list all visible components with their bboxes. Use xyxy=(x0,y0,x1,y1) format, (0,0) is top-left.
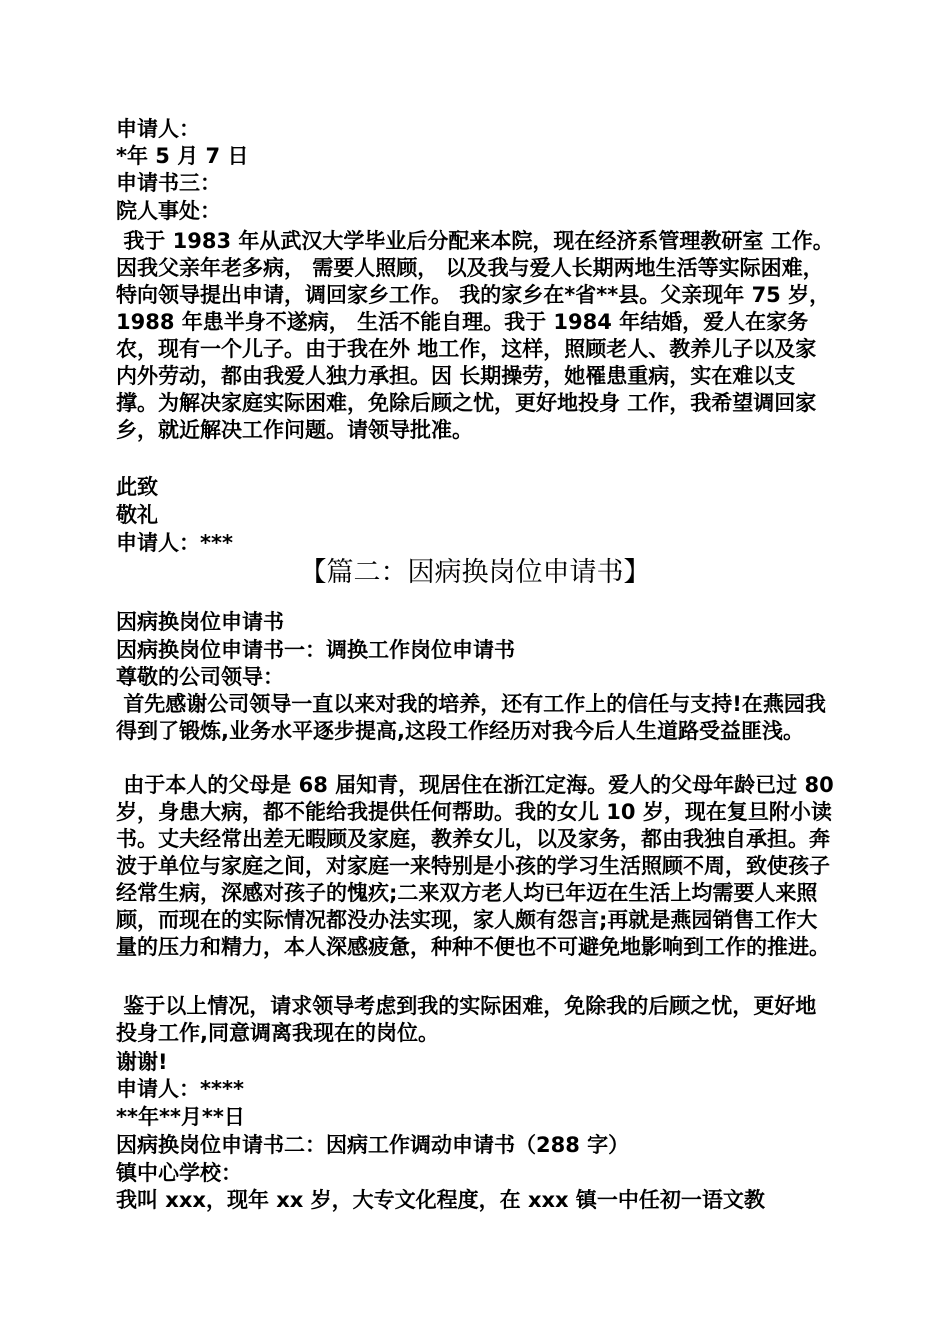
part2-paragraph-3: 鉴于以上情况，请求领导考虑到我的实际困难，免除我的后顾之忧，更好地投身工作,同意调离我现在的岗位。 xyxy=(116,994,817,1045)
part2-title: 因病换岗位申请书 xyxy=(116,610,284,634)
closing-cizhi: 此致 xyxy=(116,475,158,499)
part2-paragraph-1: 首先感谢公司领导一直以来对我的培养，还有工作上的信任与支持!在燕园我得到了锻炼,业务水平逐步提高,这段工作经历对我今后人生道路受益匪浅。 xyxy=(116,692,826,743)
part2-intro-line: 我叫 xxx，现年 xx 岁，大专文化程度，在 xxx 镇一中任初一语文教 xyxy=(116,1188,765,1212)
part2-signature: 申请人：**** xyxy=(116,1077,244,1101)
part2-subtitle-one: 因病换岗位申请书一：调换工作岗位申请书 xyxy=(116,638,515,662)
letter-three-title: 申请书三： xyxy=(116,171,221,195)
part2-date: **年**月**日 xyxy=(116,1105,245,1129)
part2-recipient: 镇中心学校： xyxy=(116,1161,242,1185)
part2-subtitle-two: 因病换岗位申请书二：因病工作调动申请书（288 字） xyxy=(116,1133,630,1157)
section-heading: 【篇二：因病换岗位申请书】 xyxy=(299,557,651,588)
recipient-line: 院人事处： xyxy=(116,199,221,223)
part2-salutation: 尊敬的公司领导： xyxy=(116,665,284,689)
applicant-label: 申请人： xyxy=(116,117,200,141)
part2-paragraph-2: 由于本人的父母是 68 届知青，现居住在浙江定海。爱人的父母年龄已过 80 岁，身患大病，都不能给我提供任何帮助。我的女儿 10 岁，现在复旦附小读书。丈夫经常出差无暇顾及家庭，教养女儿，以及家务，都由我独自承担。奔波于单位与家庭之间，对家庭一来特别是小孩的学习生活照顾不周，致使孩子经常生病，深感对孩子的愧疚;二来双方老人均已年迈在生活上均需要人来照顾，而现在的实际情况都没办法实现，家人颇有怨言;再就是燕园销售工作大量的压力和精力，本人深感疲惫，种种不便也不可避免地影响到工作的推进。 xyxy=(116,773,842,959)
letter-three-body: 我于 1983 年从武汉大学毕业后分配来本院，现在经济系管理教研室 工作。 因我父亲年老多病， 需要人照顾， 以及我与爱人长期两地生活等实际困难， 特向领导提出申请，调回家乡工作。 我的家乡在*省**县。父亲现年 75 岁，1988 年患半身不遂病， 生活不能自理。我于 1984 年结婚，爱人在家务农，现有一个儿子。由于我在外 地工作，这样，照顾老人、教养儿子以及家内外劳动，都由我爱人独力承担。因 长期操劳，她罹患重病，实在难以支撑。为解决家庭实际困难，免除后顾之忧，更好地投身 工作，我希望调回家乡，就近解决工作问题。请领导批准。 xyxy=(116,229,842,442)
date-line: *年 5 月 7 日 xyxy=(116,144,249,168)
closing-jingli: 敬礼 xyxy=(116,503,158,527)
signature-line: 申请人：*** xyxy=(116,531,233,555)
part2-thanks: 谢谢! xyxy=(116,1050,168,1074)
